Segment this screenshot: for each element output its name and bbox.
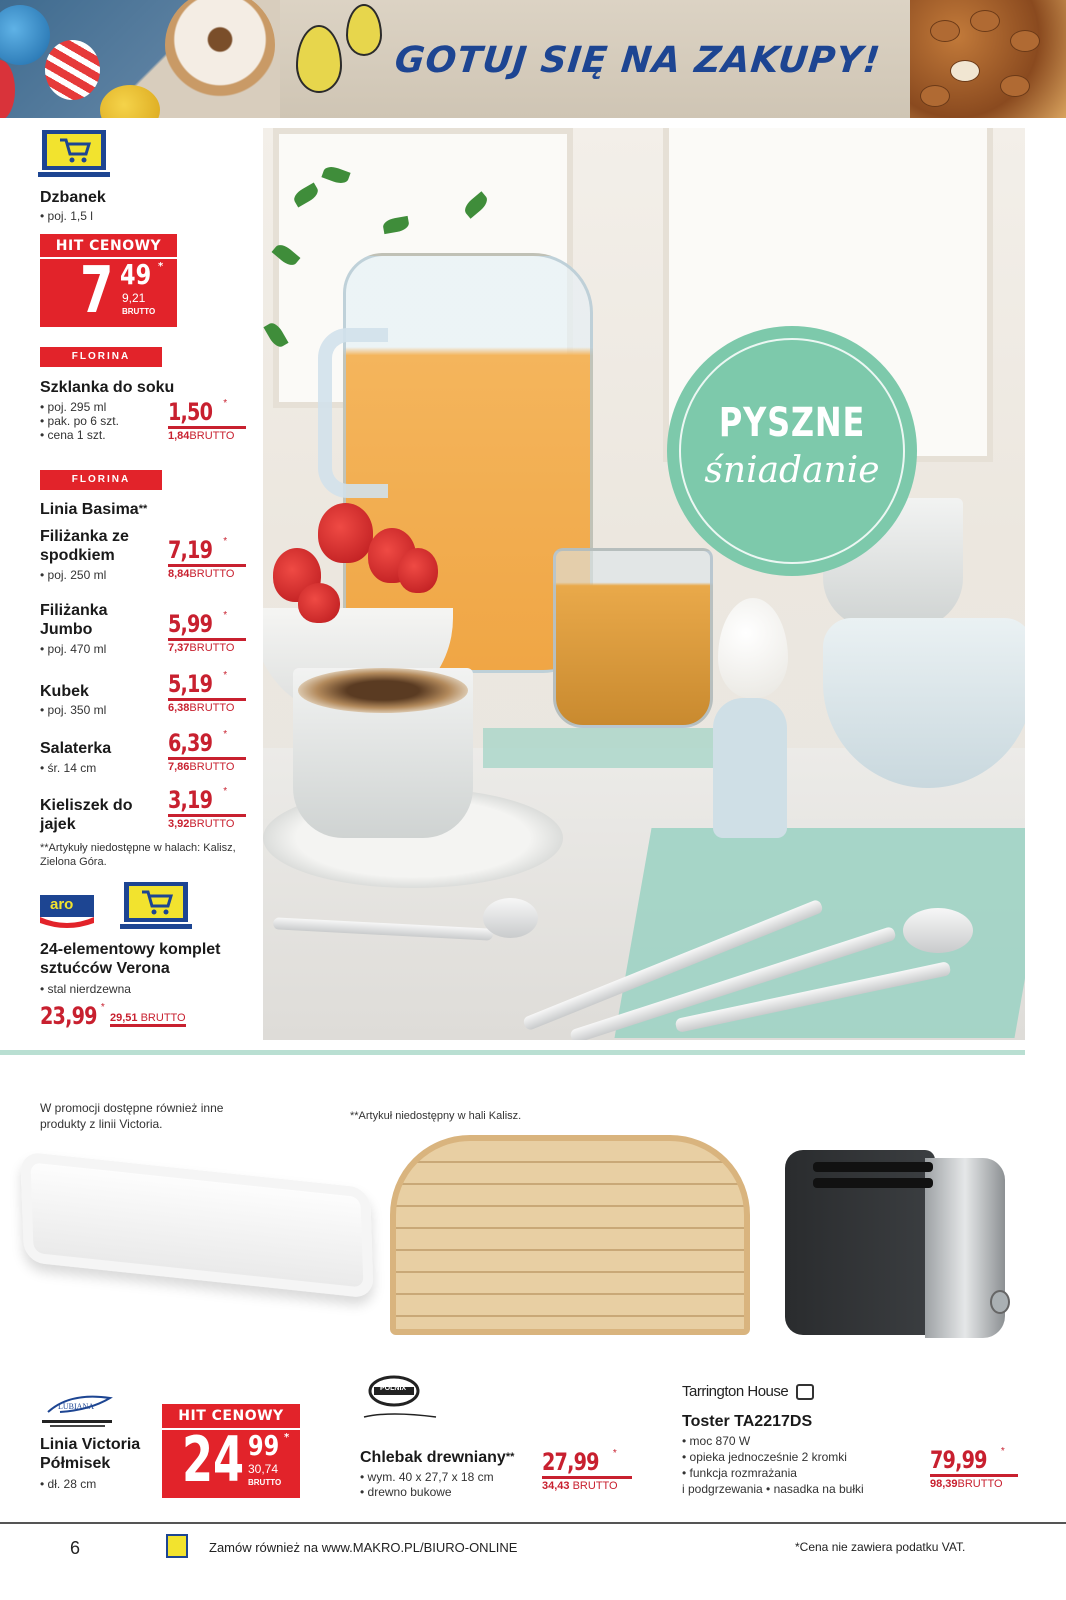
header-banner	[0, 0, 1066, 118]
hit-price-box-victoria	[162, 1404, 300, 1498]
price-toster	[930, 1446, 1018, 1490]
brutto-value: 6,38	[168, 702, 190, 714]
price-brutto	[168, 426, 246, 442]
product-title-toster: Toster TA2217DS	[682, 1413, 813, 1430]
product-title-kieliszek: Kieliszek do jajek	[40, 797, 133, 833]
product-feature: • dł. 28 cm	[40, 1477, 96, 1491]
brutto-label: BRUTTO	[189, 430, 235, 442]
product-feature: i podgrzewania • nasadka na bułki	[682, 1482, 864, 1496]
easter-egg-ornament-icon	[346, 4, 382, 56]
price-decimal: 99	[248, 1429, 280, 1462]
price-filizanka-jumbo	[168, 610, 246, 654]
brutto-label: BRUTTO	[189, 568, 235, 580]
hit-price-box-dzbanek	[40, 234, 177, 327]
breadbox-image	[390, 1135, 750, 1335]
price-brutto	[110, 1012, 186, 1027]
brutto-value: 34,43	[542, 1480, 570, 1492]
brutto-label: BRUTTO	[957, 1478, 1003, 1490]
brutto-label: BRUTTO	[248, 1478, 282, 1487]
online-shop-cart-icon	[38, 128, 110, 180]
note-victoria: W promocji dostępne również inne produkty z linii Victoria.	[40, 1101, 224, 1131]
banner-title: GOTUJ SIĘ NA ZAKUPY!	[392, 40, 883, 81]
product-feature: • stal nierdzewna	[40, 982, 131, 996]
brand-logo-florina: FLORINA	[40, 347, 162, 367]
footer-divider	[0, 1522, 1066, 1524]
footnote-basima: **Artykuły niedostępne w halach: Kalisz, Zielona Góra.	[40, 842, 236, 868]
price-szklanka	[168, 398, 246, 442]
tarrington-house-icon	[796, 1384, 814, 1400]
easter-egg-ornament-icon	[296, 25, 342, 93]
price-asterisk: *	[223, 670, 228, 681]
online-order-link[interactable]: Zamów również na www.MAKRO.PL/BIURO-ONLINE	[209, 1540, 518, 1555]
page-number: 6	[70, 1538, 81, 1558]
product-feature: • moc 870 W	[682, 1434, 750, 1448]
product-feature: • cena 1 szt.	[40, 428, 106, 442]
footnote-mark: **	[138, 503, 148, 515]
aro-text: aro	[50, 896, 74, 913]
hit-cenowy-label: HIT CENOWY	[162, 1404, 300, 1430]
brand-logo-florina: FLORINA	[40, 470, 162, 490]
product-feature: • poj. 470 ml	[40, 642, 106, 656]
product-feature: • śr. 14 cm	[40, 761, 96, 775]
price-asterisk: *	[1000, 1446, 1005, 1457]
price-chlebak	[542, 1448, 632, 1492]
brutto-label: BRUTTO	[572, 1480, 618, 1492]
brutto-label: BRUTTO	[189, 761, 235, 773]
brutto-label: BRUTTO	[189, 702, 235, 714]
badge-line2: śniadanie	[704, 450, 880, 491]
price-net: 6,39	[168, 729, 213, 757]
product-feature: • pak. po 6 szt.	[40, 414, 119, 428]
hit-cenowy-label: HIT CENOWY	[40, 234, 177, 259]
price-salaterka	[168, 729, 246, 773]
lubiana-text: LUBIANA	[58, 1402, 94, 1411]
product-feature: • poj. 250 ml	[40, 568, 106, 582]
price-asterisk: *	[223, 786, 228, 797]
product-title-kubek: Kubek	[40, 683, 89, 700]
price-asterisk: *	[612, 1448, 617, 1459]
brutto-value: 1,84	[168, 430, 190, 442]
price-net: 1,50	[168, 398, 213, 426]
product-title-filizanka-jumbo: Filiżanka Jumbo	[40, 602, 108, 638]
product-title-filizanka-spodek: Filiżanka ze spodkiem	[40, 528, 129, 564]
section-divider	[0, 1050, 1025, 1055]
brutto-value: 9,21	[122, 291, 146, 305]
online-shop-cart-icon	[120, 880, 192, 932]
price-asterisk: *	[284, 1432, 290, 1443]
polnix-text: POLNIX	[380, 1385, 407, 1392]
brutto-value: 98,39	[930, 1478, 958, 1490]
product-title-sztucce: 24-elementowy komplet sztućców Verona	[40, 941, 221, 977]
product-title-salaterka: Salaterka	[40, 740, 112, 757]
hero-breakfast-photo	[263, 128, 1025, 1040]
product-line-title-basima	[40, 500, 147, 519]
brutto-value: 3,92	[168, 818, 190, 830]
brutto-label: BRUTTO	[189, 642, 235, 654]
product-title-chlebak	[360, 1448, 514, 1467]
product-feature: • opieka jednocześnie 2 kromki	[682, 1450, 847, 1464]
product-title-victoria: Linia Victoria Półmisek	[40, 1436, 141, 1472]
brutto-value: 7,86	[168, 761, 190, 773]
price-integer: 7	[80, 254, 114, 328]
tarrington-text: Tarrington House	[682, 1383, 789, 1400]
brand-logo-lubiana	[40, 1390, 115, 1430]
brutto-value: 7,37	[168, 642, 190, 654]
product-title-szklanka: Szklanka do soku	[40, 379, 175, 396]
brand-logo-tarrington	[682, 1383, 814, 1400]
product-feature: • poj. 1,5 l	[40, 209, 93, 223]
price-net: 79,99	[930, 1446, 987, 1474]
price-net: 23,99	[40, 1002, 97, 1030]
brutto-value: 8,84	[168, 568, 190, 580]
vat-note: *Cena nie zawiera podatku VAT.	[795, 1540, 966, 1554]
price-sztucce	[40, 1002, 260, 1030]
brutto-label: BRUTTO	[122, 307, 156, 316]
brand-logo-aro	[38, 893, 96, 929]
online-shop-cart-icon	[166, 1534, 188, 1558]
price-asterisk: *	[223, 729, 228, 740]
product-feature: • drewno bukowe	[360, 1485, 452, 1499]
product-feature: • funkcja rozmrażania	[682, 1466, 797, 1480]
brutto-label: BRUTTO	[189, 818, 235, 830]
price-asterisk: *	[223, 536, 228, 547]
price-kubek	[168, 670, 246, 714]
price-net: 3,19	[168, 786, 213, 814]
toaster-image	[785, 1140, 1005, 1340]
price-asterisk: *	[100, 1002, 105, 1013]
price-net: 5,19	[168, 670, 213, 698]
price-asterisk: *	[223, 610, 228, 621]
note-kalisz: **Artykuł niedostępny w hali Kalisz.	[350, 1110, 522, 1122]
price-filizanka-spodek	[168, 536, 246, 580]
title-text: Chlebak drewniany	[360, 1449, 506, 1466]
brutto-label: BRUTTO	[140, 1012, 186, 1024]
product-feature: • poj. 350 ml	[40, 703, 106, 717]
price-integer: 24	[182, 1423, 245, 1496]
brand-logo-polnix	[360, 1375, 440, 1425]
price-asterisk: *	[223, 398, 228, 409]
juice-glass-image	[553, 548, 713, 728]
brutto-value: 30,74	[248, 1462, 279, 1476]
price-kieliszek	[168, 786, 246, 830]
product-feature: • poj. 295 ml	[40, 400, 106, 414]
badge-line1: PYSZNE	[718, 400, 866, 446]
price-asterisk: *	[158, 261, 164, 272]
line-title: Linia Basima	[40, 501, 139, 518]
price-net: 5,99	[168, 610, 213, 638]
footnote-mark: **	[505, 1451, 515, 1463]
victoria-platter-image	[20, 1151, 374, 1298]
price-decimal: 49	[120, 258, 152, 291]
price-net: 27,99	[542, 1448, 599, 1476]
pyszne-sniadanie-badge	[667, 326, 917, 576]
brutto-value: 29,51	[110, 1012, 138, 1024]
price-net: 7,19	[168, 536, 213, 564]
banner-nuts-image	[910, 0, 1066, 118]
product-title-dzbanek: Dzbanek	[40, 189, 106, 206]
product-feature: • wym. 40 x 27,7 x 18 cm	[360, 1470, 494, 1484]
